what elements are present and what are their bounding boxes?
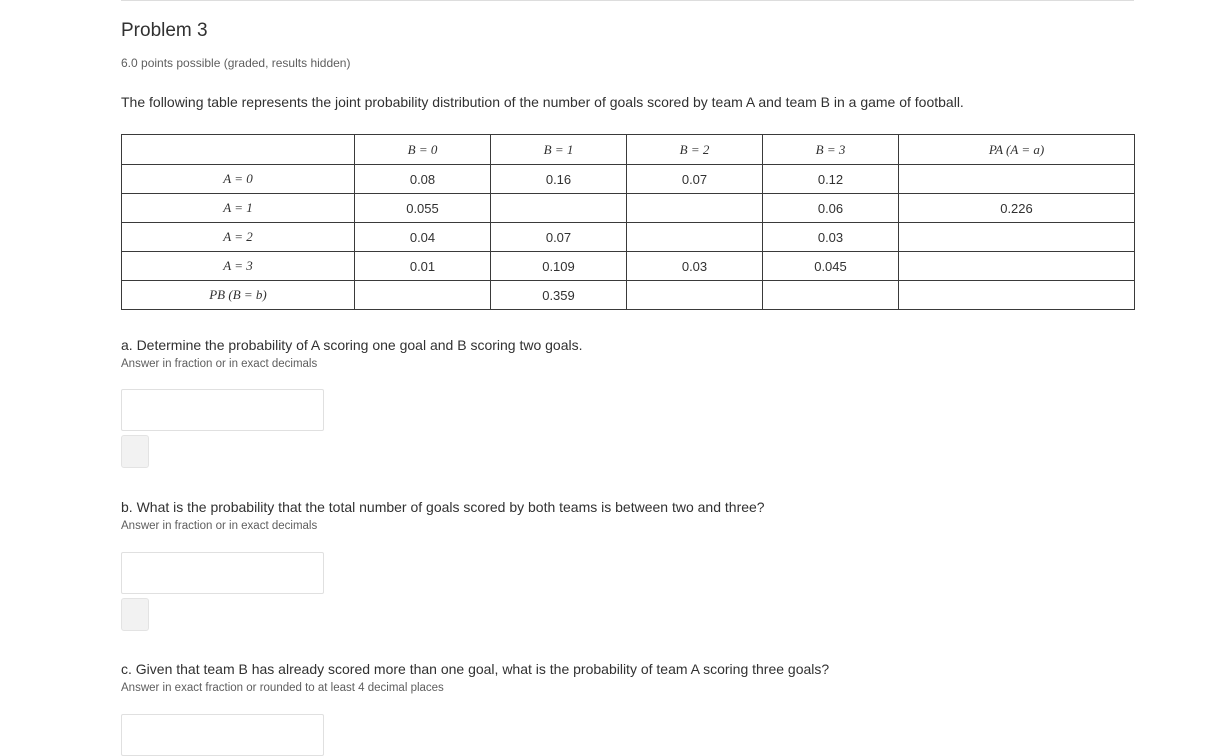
table-cell: 0.08 <box>355 165 491 194</box>
row-label: A = 0 <box>122 165 355 194</box>
table-cell: 0.07 <box>491 223 627 252</box>
header-cell-b2: B = 2 <box>627 135 763 165</box>
table-header-row <box>122 135 1135 165</box>
row-label: A = 2 <box>122 223 355 252</box>
table-cell <box>899 281 1135 310</box>
table-cell <box>627 194 763 223</box>
table-cell: 0.03 <box>763 223 899 252</box>
question-c-text: c. Given that team B has already scored more than one goal, what is the probability of team A scoring three goals? <box>121 661 830 677</box>
table-cell <box>899 165 1135 194</box>
answer-a-input[interactable] <box>121 389 324 431</box>
joint-distribution-table <box>121 134 1135 310</box>
header-cell-empty <box>122 135 355 165</box>
table-cell <box>355 281 491 310</box>
table-cell: 0.04 <box>355 223 491 252</box>
question-a-hint: Answer in fraction or in exact decimals <box>121 358 318 370</box>
table-cell: 0.055 <box>355 194 491 223</box>
table-row <box>122 223 1135 252</box>
problem-title: Problem 3 <box>121 20 208 41</box>
question-a-text: a. Determine the probability of A scoring one goal and B scoring two goals. <box>121 337 583 353</box>
table-cell <box>763 281 899 310</box>
answer-b-input[interactable] <box>121 552 324 594</box>
table-row <box>122 194 1135 223</box>
row-label: A = 1 <box>122 194 355 223</box>
header-cell-marginal-a: PA (A = a) <box>899 135 1135 165</box>
table-cell <box>627 223 763 252</box>
table-cell: 0.12 <box>763 165 899 194</box>
top-divider <box>121 0 1134 1</box>
table-cell <box>899 252 1135 281</box>
row-label: PB (B = b) <box>122 281 355 310</box>
table-cell: 0.16 <box>491 165 627 194</box>
table-cell: 0.359 <box>491 281 627 310</box>
table-row <box>122 252 1135 281</box>
question-c-hint: Answer in exact fraction or rounded to at least 4 decimal places <box>121 682 444 694</box>
submit-a-button[interactable] <box>121 435 149 468</box>
table-cell: 0.06 <box>763 194 899 223</box>
table-cell: 0.109 <box>491 252 627 281</box>
answer-c-input[interactable] <box>121 714 324 756</box>
table-cell <box>899 223 1135 252</box>
table-cell: 0.03 <box>627 252 763 281</box>
table-cell: 0.226 <box>899 194 1135 223</box>
header-cell-b0: B = 0 <box>355 135 491 165</box>
table-cell <box>491 194 627 223</box>
table-row <box>122 281 1135 310</box>
table-cell <box>627 281 763 310</box>
table-cell: 0.01 <box>355 252 491 281</box>
problem-intro: The following table represents the joint probability distribution of the number of goals scored by team A and team B in a game of football. <box>121 94 964 110</box>
question-b-hint: Answer in fraction or in exact decimals <box>121 520 318 532</box>
table-cell: 0.045 <box>763 252 899 281</box>
header-cell-b3: B = 3 <box>763 135 899 165</box>
table-row <box>122 165 1135 194</box>
submit-b-button[interactable] <box>121 598 149 631</box>
question-b-text: b. What is the probability that the total number of goals scored by both teams is between two and three? <box>121 499 765 515</box>
points-info: 6.0 points possible (graded, results hidden) <box>121 56 351 70</box>
header-cell-b1: B = 1 <box>491 135 627 165</box>
row-label: A = 3 <box>122 252 355 281</box>
table-cell: 0.07 <box>627 165 763 194</box>
